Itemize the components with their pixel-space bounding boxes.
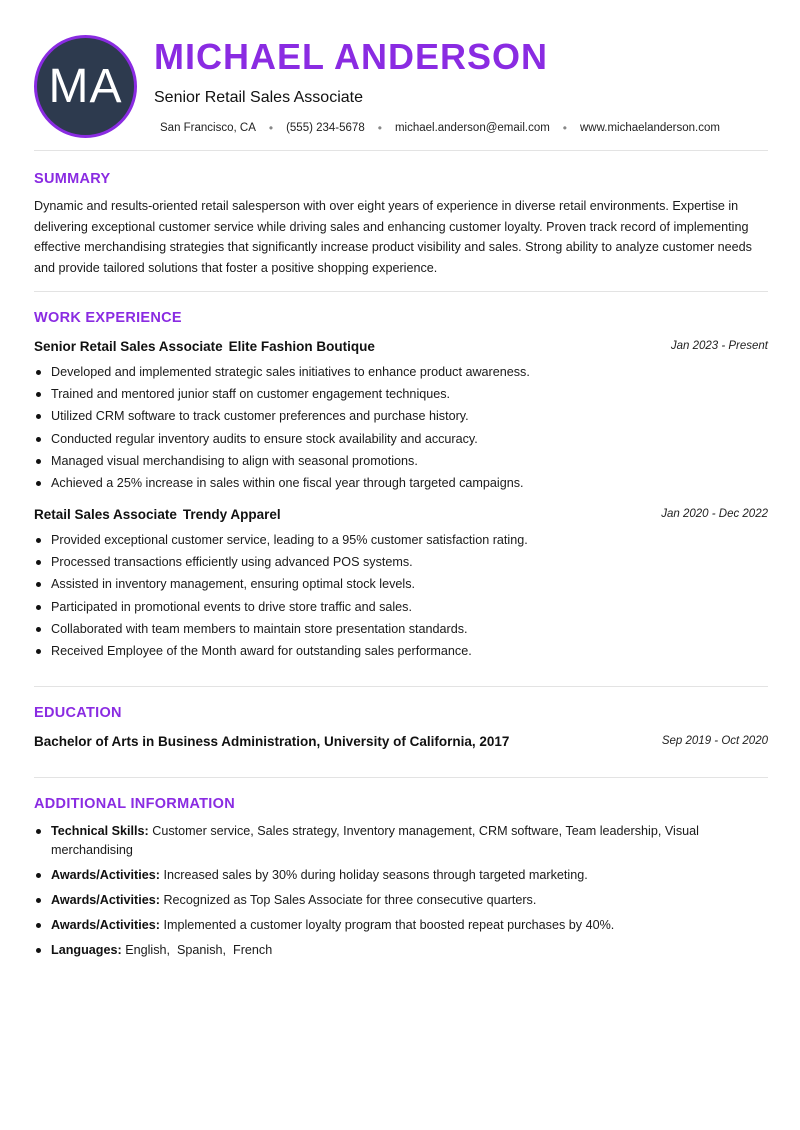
job-role: Retail Sales Associate [34,507,177,522]
separator-dot: • [377,121,382,135]
education-degree: Bachelor of Arts in Business Administration, University of California, 2017 [34,734,510,749]
list-item: Received Employee of the Month award for outstanding sales performance. [34,643,768,665]
list-item: Processed transactions efficiently using advanced POS systems. [34,554,768,576]
job-role: Senior Retail Sales Associate [34,339,223,354]
summary-text: Dynamic and results-oriented retail salesperson with over eight years of experience in diverse retail environments. Expertise in delivering exceptional customer service while driving sales and enhancing customer loyalty. Proven track record of implementing effective merchandising strategies that significantly increase product visibility and sales. Strong ability to analyze customer needs and provide tailored solutions that foster a positive shopping experience. [34,199,752,275]
list-item [34,891,768,910]
resume-header [34,34,768,138]
job-company: Trendy Apparel [182,507,281,522]
experience-heading: WORK EXPERIENCE [34,310,182,326]
item-text: Recognized as Top Sales Associate for three consecutive quarters. [163,893,537,907]
separator-dot: • [268,121,274,135]
list-item: Provided exceptional customer service, leading to a 95% customer satisfaction rating. [34,532,768,554]
list-item: Developed and implemented strategic sales initiatives to enhance product awareness. [34,364,768,386]
list-item: Collaborated with team members to maintain store presentation standards. [34,621,768,643]
contact-location: San Francisco, CA [160,122,256,134]
list-item [34,822,768,860]
item-label: Awards/Activities: [51,868,160,882]
item-label: Technical Skills: [51,824,149,838]
education-entry [34,733,768,751]
job-header [34,338,768,356]
list-item [34,866,768,885]
contact-info [160,121,720,135]
job-header [34,506,768,524]
job-company: Elite Fashion Boutique [228,339,375,354]
list-item: Participated in promotional events to drive store traffic and sales. [34,599,768,621]
job-dates: Jan 2020 - Dec 2022 [661,508,768,520]
education-dates: Sep 2019 - Oct 2020 [661,735,768,747]
item-text: Customer service, Sales strategy, Inventory management, CRM software, Team leadership, Visual merchandising [51,824,699,857]
item-label: Languages: [51,943,122,957]
section-divider [34,686,768,687]
job-dates: Jan 2023 - Present [670,340,768,352]
contact-phone[interactable]: (555) 234-5678 [286,122,365,134]
job-bullets [34,532,768,665]
item-label: Awards/Activities: [51,893,160,907]
separator-dot: • [562,121,567,135]
list-item: Conducted regular inventory audits to ensure stock availability and accuracy. [34,431,768,453]
avatar-initials: MA [48,60,123,113]
item-text: English, Spanish, French [125,943,273,957]
list-item: Utilized CRM software to track customer preferences and purchase history. [34,408,768,430]
contact-website[interactable]: www.michaelanderson.com [580,122,720,134]
contact-email[interactable]: michael.anderson@email.com [394,122,550,134]
candidate-name: MICHAEL ANDERSON [154,36,549,77]
section-divider [34,777,768,778]
list-item [34,941,768,960]
additional-heading: ADDITIONAL INFORMATION [34,796,235,812]
list-item: Assisted in inventory management, ensuring optimal stock levels. [34,576,768,598]
avatar [34,35,137,138]
section-divider [34,150,768,151]
candidate-title: Senior Retail Sales Associate [154,89,363,106]
summary-heading: SUMMARY [34,171,111,187]
item-label: Awards/Activities: [51,918,160,932]
list-item: Achieved a 25% increase in sales within one fiscal year through targeted campaigns. [34,475,768,497]
item-text: Increased sales by 30% during holiday seasons through targeted marketing. [163,868,588,882]
job-bullets [34,364,768,497]
list-item: Trained and mentored junior staff on customer engagement techniques. [34,386,768,408]
section-divider [34,291,768,292]
additional-list [34,822,768,966]
list-item: Managed visual merchandising to align with seasonal promotions. [34,453,768,475]
education-heading: EDUCATION [34,705,122,721]
item-text: Implemented a customer loyalty program that boosted repeat purchases by 40%. [163,918,615,932]
list-item [34,916,768,935]
